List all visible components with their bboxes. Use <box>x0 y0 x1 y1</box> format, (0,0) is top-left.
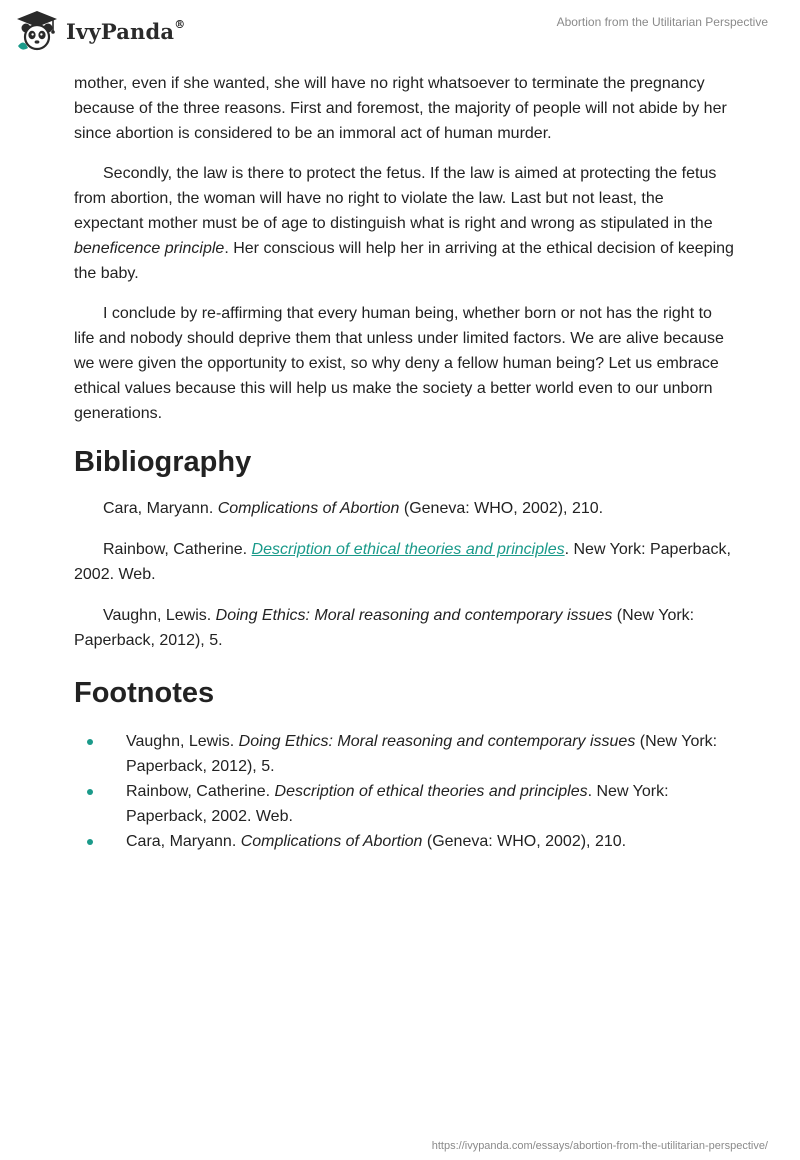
footer-url[interactable]: https://ivypanda.com/essays/abortion-from-the-utilitarian-perspective/ <box>431 1140 768 1152</box>
bullet-icon <box>87 789 93 795</box>
paragraph-3: I conclude by re-affirming that every human being, whether born or not has the right to life and nobody should deprive them that unless under limited factors. We are alive because we were given the opportunity to exist, so why deny a fellow human being? Let us embrace ethical values because this will help us make the society a better world even to our unborn generations. <box>74 305 724 422</box>
bullet-icon <box>87 739 93 745</box>
panda-graduate-icon <box>14 8 60 54</box>
bibliography-item: Cara, Maryann. Complications of Abortion (Geneva: WHO, 2002), 210. <box>103 500 604 517</box>
footnote-item: Vaughn, Lewis. Doing Ethics: Moral reasoning and contemporary issues (New York: Paperback, 2012), 5. <box>74 729 734 779</box>
document-title: Abortion from the Utilitarian Perspective <box>556 15 768 29</box>
footnote-item: Cara, Maryann. Complications of Abortion (Geneva: WHO, 2002), 210. <box>74 829 734 854</box>
footnotes-heading: Footnotes <box>74 677 215 709</box>
brand-name: IvyPanda® <box>66 17 186 44</box>
essay-content <box>74 71 734 854</box>
bullet-icon <box>87 839 93 845</box>
brand-logo[interactable] <box>14 8 185 54</box>
footnote-item: Rainbow, Catherine. Description of ethical theories and principles. New York: Paperback, 2002. Web. <box>74 779 734 829</box>
bibliography-item: Vaughn, Lewis. Doing Ethics: Moral reasoning and contemporary issues (New York: Paperback, 2012), 5. <box>74 607 695 649</box>
bibliography-item: Rainbow, Catherine. Description of ethical theories and principles. New York: Paperback, 2002. Web. <box>74 541 731 583</box>
bibliography-heading: Bibliography <box>74 446 252 478</box>
bibliography-link[interactable]: Description of ethical theories and principles <box>251 541 565 558</box>
footnotes-list <box>74 729 734 854</box>
paragraph-2: Secondly, the law is there to protect the fetus. If the law is aimed at protecting the fetus from abortion, the woman will have no right to violate the law. Last but not least, the expectant mother must be of age to distinguish what is right and wrong as stipulated in the beneficence principle. Her conscious will help her in arriving at the ethical decision of keeping the baby. <box>74 165 734 282</box>
paragraph-1: mother, even if she wanted, she will have no right whatsoever to terminate the pregnancy because of the three reasons. First and foremost, the majority of people will not abide by her since abortion is considered to be an immoral act of human murder. <box>74 75 727 142</box>
